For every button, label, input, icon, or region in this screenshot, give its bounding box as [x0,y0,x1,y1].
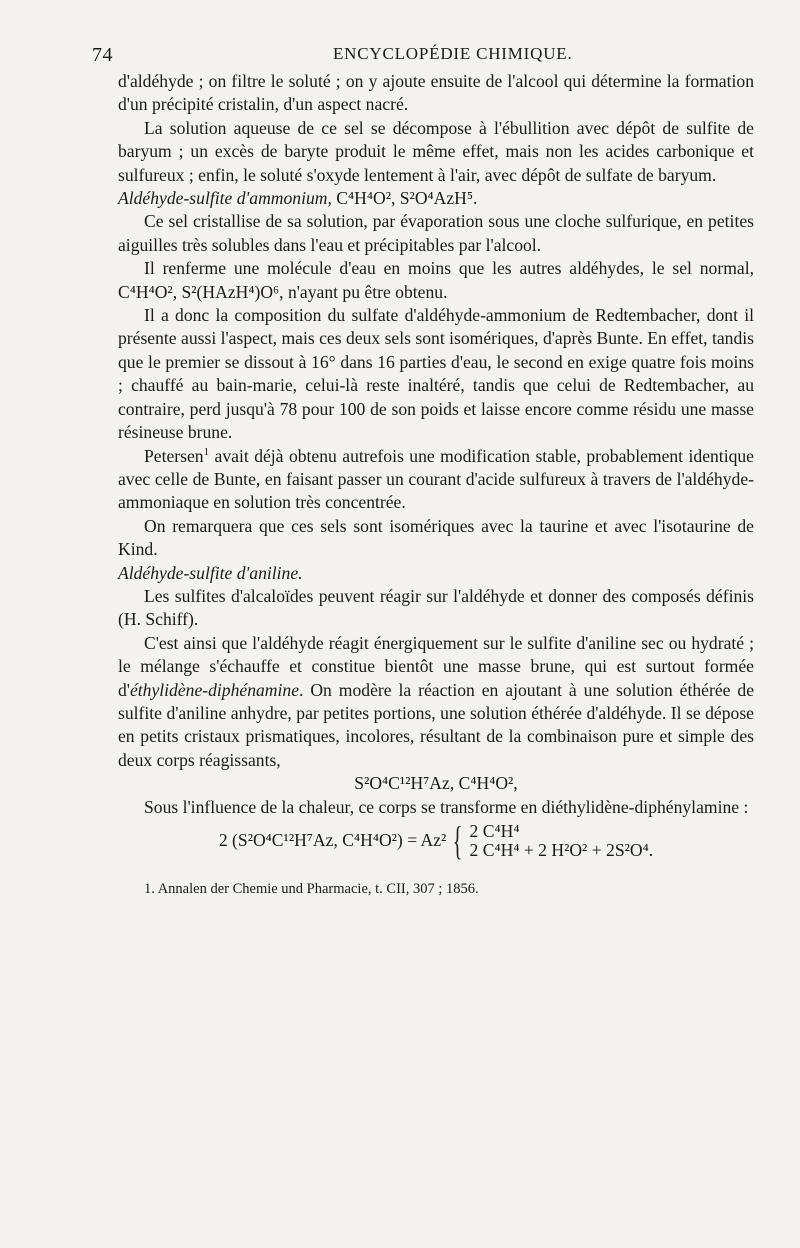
equation-bottom-line: 2 C⁴H⁴ + 2 H²O² + 2S²O⁴. [469,840,654,860]
paragraph-9-start: C'est ainsi que l'aldéhyde réagit énergiquement sur le sulfite d'aniline sec ou hydraté ; le mélange s'échauffe et constitue bientôt une masse brune, qui est surtout formée d' [118,632,754,700]
footnote: 1. Annalen der Chemie und Pharmacie, t. CII, 307 ; 1856. [144,881,479,897]
equation-left-side: 2 (S²O⁴C¹²H⁷Az, C⁴H⁴O²) = Az² [218,830,447,851]
paragraph-5: Il a donc la composition du sulfate d'aldéhyde-ammonium de Redtembacher, dont il présente aussi l'aspect, mais ces deux sels sont isomériques, d'après Bunte. En effet, tandis que le premier se dissout à 16° dans 16 parties d'eau, le second en exige quatre fois moins ; chauffé au bain-marie, celui-là reste inaltéré, tandis que celui de Redtembacher, au contraire, perd jusqu'à 78 pour 100 de son poids et laisse encore comme résidu une masse résineuse brune. [118,305,754,443]
page-number: 74 [92,44,113,66]
reaction-equation [118,818,754,863]
paragraph-8: Les sulfites d'alcaloïdes peuvent réagir sur l'aldéhyde et donner des composés définis (H. Schiff). [118,585,754,630]
footnote-marker: 1 [203,445,210,458]
paragraph-6 [118,445,754,515]
paragraph-6-rest: avait déjà obtenu autrefois une modification stable, probablement identique avec celle de Bunte, en faisant passer un courant d'acide sulfureux à travers de l'aldéhyde-ammoniaque en solution très concentrée. [118,445,754,513]
section-heading-ammonium [118,187,754,210]
equation-top-line: 2 C⁴H⁴ [469,821,520,841]
section-heading-ammonium-title: Aldéhyde-sulfite d'ammonium, [118,188,332,209]
paragraph-10: Sous l'influence de la chaleur, ce corps se transforme en diéthylidène-diphénylamine : [144,796,749,817]
paragraph-6-start: Petersen [144,445,204,466]
paragraph-4: Il renferme une molécule d'eau en moins que les autres aldéhydes, le sel normal, C⁴H⁴O², S²(HAzH⁴)O⁶, n'ayant pu être obtenu. [118,258,754,302]
page-header [92,40,754,70]
paragraph-3: Ce sel cristallise de sa solution, par évaporation sous une cloche sulfurique, en petites aiguilles très solubles dans l'eau et précipitables par l'alcool. [118,211,754,255]
paragraph-2: La solution aqueuse de ce sel se décompose à l'ébullition avec dépôt de sulfite de baryum ; un excès de baryte produit le même effet, mais non les acides carbonique et sulfureux ; enfin, le soluté s'oxyde lentement à l'air, avec dépôt de sulfate de baryum. [118,117,754,185]
body-text [118,70,754,899]
section-heading-aniline: Aldéhyde-sulfite d'aniline. [118,562,303,583]
paragraph-9 [118,632,754,772]
running-title: ENCYCLOPÉDIE CHIMIQUE. [333,44,573,63]
paragraph-7: On remarquera que ces sels sont isomériques avec la taurine et avec l'isotaurine de Kind. [118,515,754,560]
equation-right-side [470,822,654,860]
paragraph-9-emphasis: éthylidène-diphénamine [129,679,299,700]
equation-brace: { [453,818,463,863]
section-heading-ammonium-formula: C⁴H⁴O², S²O⁴AzH⁵. [336,188,478,209]
formula-compound: S²O⁴C¹²H⁷Az, C⁴H⁴O², [354,773,518,794]
paragraph-1: d'aldéhyde ; on filtre le soluté ; on y ajoute ensuite de l'alcool qui détermine la formation d'un précipité cristalin, d'un aspect nacré. [118,71,754,115]
paragraph-9-rest: . On modère la réaction en ajoutant à une solution éthérée de sulfite d'aniline anhydre, par petites portions, une solution éthérée d'aldéhyde. Il se dépose en petits cristaux prismatiques, incolores, résultant de la combinaison pure et simple des deux corps réagissants, [118,679,754,770]
